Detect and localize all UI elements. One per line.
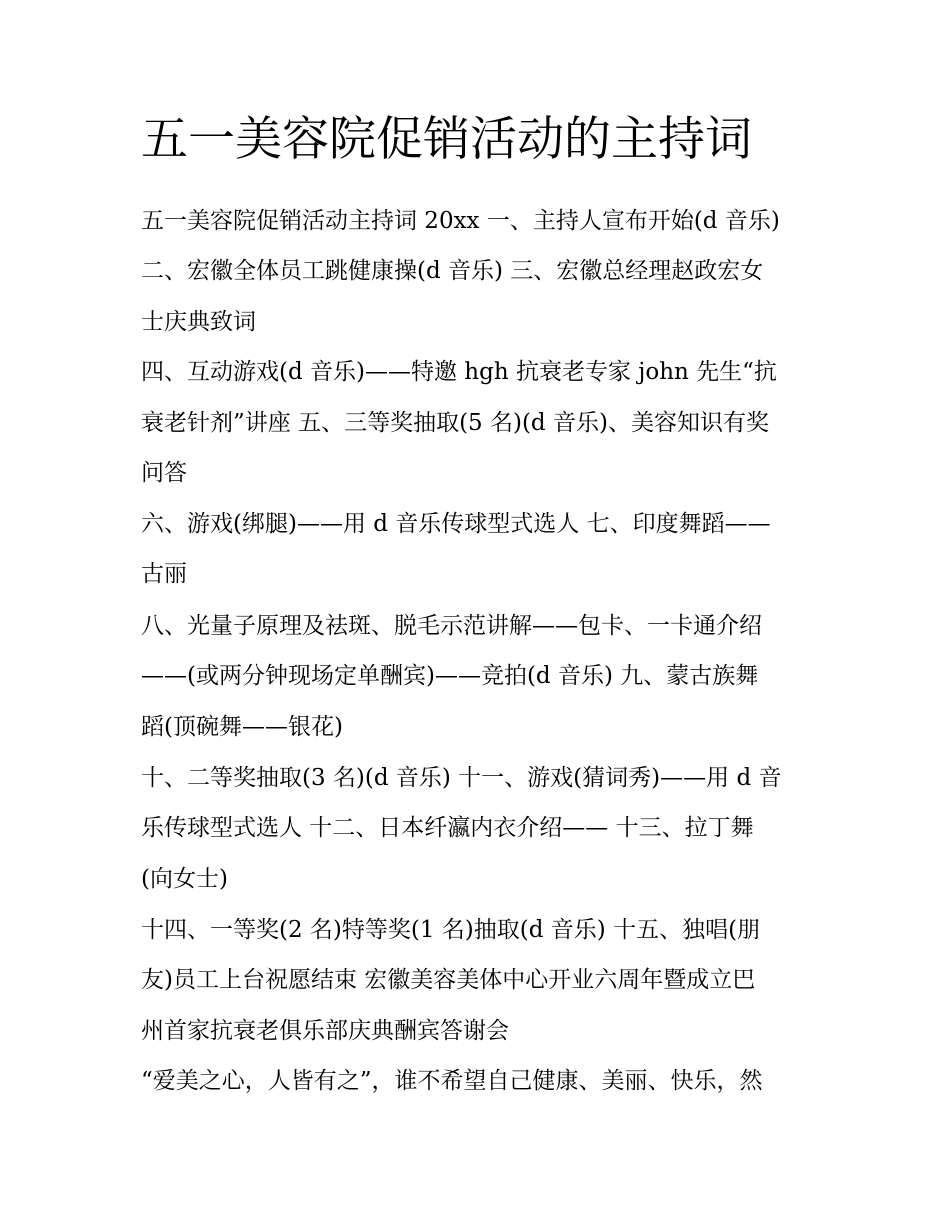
body-line: 问答	[141, 460, 187, 486]
body-line: 五一美容院促销活动主持词 20xx 一、主持人宣布开始(d 音乐)	[141, 208, 780, 234]
body-line: 衰老针剂”讲座 五、三等奖抽取(5 名)(d 音乐)、美容知识有奖	[141, 410, 769, 436]
body-line: 蹈(顶碗舞——银花)	[141, 714, 343, 740]
body-line: 士庆典致词	[141, 309, 256, 335]
body-line: 州首家抗衰老俱乐部庆典酬宾答谢会	[141, 1018, 509, 1044]
body-line: “爱美之心，人皆有之”，谁不希望自己健康、美丽、快乐，然	[141, 1068, 763, 1094]
body-line: 友)员工上台祝愿结束 宏徽美容美体中心开业六周年暨成立巴	[141, 967, 756, 993]
body-line: 古丽	[141, 561, 187, 587]
body-line: 乐传球型式选人 十二、日本纤瀛内衣介绍—— 十三、拉丁舞	[141, 815, 754, 841]
body-line: 二、宏徽全体员工跳健康操(d 音乐) 三、宏徽总经理赵政宏女	[141, 258, 764, 284]
body-line: 六、游戏(绑腿)——用 d 音乐传球型式选人 七、印度舞蹈——	[141, 511, 771, 537]
body-line: 十四、一等奖(2 名)特等奖(1 名)抽取(d 音乐) 十五、独唱(朋	[141, 917, 761, 943]
body-line: ——(或两分钟现场定单酬宾)——竞拍(d 音乐) 九、蒙古族舞	[141, 663, 759, 689]
body-line: 四、互动游戏(d 音乐)——特邀 hgh 抗衰老专家 john 先生“抗	[141, 359, 777, 385]
body-line: 八、光量子原理及祛斑、脱毛示范讲解——包卡、一卡通介绍	[141, 613, 762, 639]
body-line: (向女士)	[141, 866, 228, 892]
document-title: 五一美容院促销活动的主持词	[141, 112, 752, 167]
body-line: 十、二等奖抽取(3 名)(d 音乐) 十一、游戏(猜词秀)——用 d 音	[141, 765, 782, 791]
